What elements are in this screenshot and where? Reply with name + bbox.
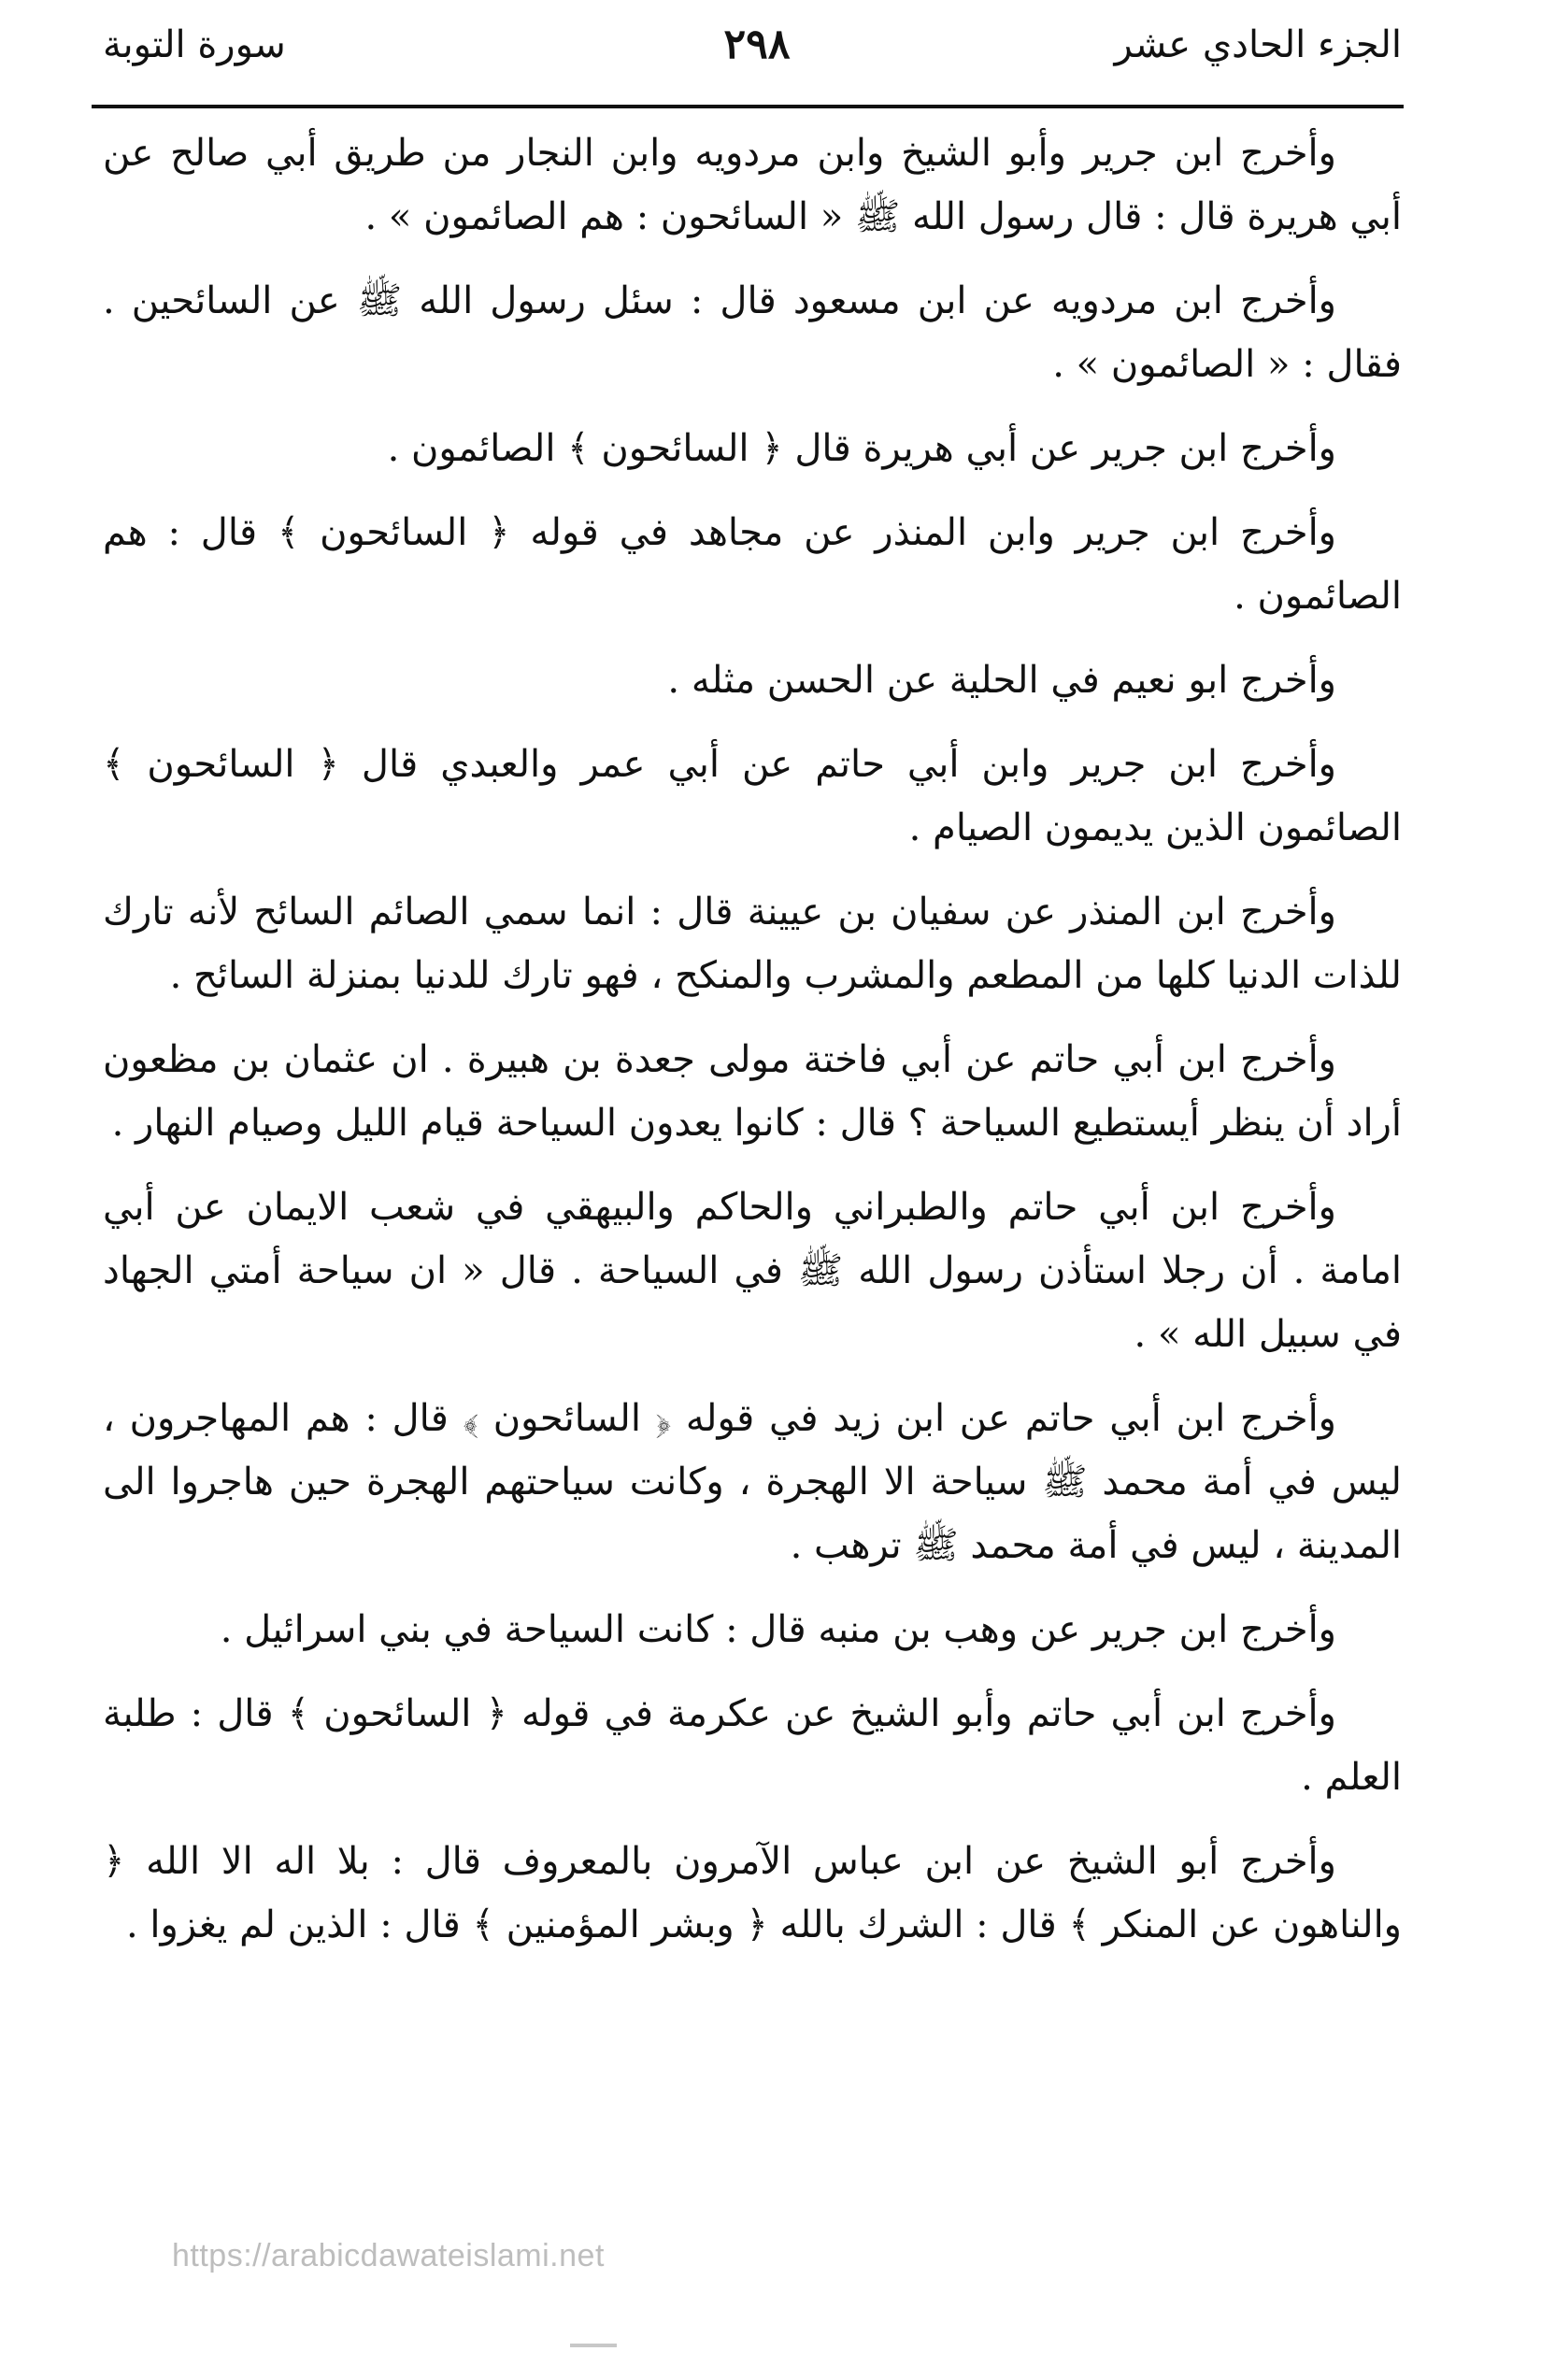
paragraph: وأخرج ابن أبي حاتم والطبراني والحاكم والبيهقي في شعب الايمان عن أبي امامة . أن رجلا استأذن رسول الله ﷺ في السياحة . قال « ان سياحة أمتي الجهاد في سبيل الله » .	[103, 1186, 1402, 1356]
watermark-url: https://arabicdawateislami.net	[172, 2238, 605, 2273]
paragraph: وأخرج ابن أبي حاتم عن ابن زيد في قوله ﴿ السائحون ﴾ قال : هم المهاجرون ، ليس في أمة محمد ﷺ سياحة الا الهجرة ، وكانت سياحتهم الهجرة حين هاجروا الى المدينة ، ليس في أمة محمد ﷺ ترهب .	[103, 1397, 1402, 1567]
paragraph: وأخرج ابن جرير وابن المنذر عن مجاهد في قوله ﴿ السائحون ﴾ قال : هم الصائمون .	[103, 511, 1402, 618]
paragraph: وأخرج ابن أبي حاتم عن أبي فاختة مولى جعدة بن هبيرة . ان عثمان بن مظعون أراد أن ينظر أيستطيع السياحة ؟ قال : كانوا يعدون السياحة قيام الليل وصيام النهار .	[103, 1038, 1402, 1145]
paragraph: وأخرج ابن جرير وأبو الشيخ وابن مردويه وابن النجار من طريق أبي صالح عن أبي هريرة قال : قال رسول الله ﷺ « السائحون : هم الصائمون » .	[103, 132, 1402, 238]
body-text	[103, 121, 1402, 1957]
paragraph: وأخرج ابن أبي حاتم وأبو الشيخ عن عكرمة في قوله ﴿ السائحون ﴾ قال : طلبة العلم .	[103, 1692, 1402, 1799]
page-number: ٢٩٨	[723, 21, 791, 68]
paragraph: وأخرج ابن مردويه عن ابن مسعود قال : سئل رسول الله ﷺ عن السائحين . فقال : « الصائمون » .	[103, 279, 1402, 386]
paragraph: وأخرج ابن جرير عن وهب بن منبه قال : كانت السياحة في بني اسرائيل .	[220, 1608, 1336, 1651]
paragraph: وأخرج ابو نعيم في الحلية عن الحسن مثله .	[667, 659, 1336, 702]
paragraph: وأخرج ابن جرير عن أبي هريرة قال ﴿ السائحون ﴾ الصائمون .	[387, 427, 1336, 470]
paragraph: وأخرج ابن المنذر عن سفيان بن عيينة قال : انما سمي الصائم السائح لأنه تارك للذات الدنيا كلها من المطعم والمشرب والمنكح ، فهو تارك للدنيا بمنزلة السائح .	[103, 891, 1402, 997]
running-header	[93, 11, 1402, 97]
surah-title: سورة التوبة	[103, 23, 286, 66]
part-title: الجزء الحادي عشر	[1114, 23, 1402, 66]
scan-mark	[570, 2344, 617, 2347]
paragraph: وأخرج ابن جرير وابن أبي حاتم عن أبي عمر والعبدي قال ﴿ السائحون ﴾ الصائمون الذين يديمون الصيام .	[103, 743, 1402, 849]
paragraph: وأخرج أبو الشيخ عن ابن عباس الآمرون بالمعروف قال : بلا اله الا الله ﴿ والناهون عن المنكر ﴾ قال : الشرك بالله ﴿ وبشر المؤمنين ﴾ قال : الذين لم يغزوا .	[103, 1840, 1402, 1946]
header-rule	[92, 105, 1404, 108]
